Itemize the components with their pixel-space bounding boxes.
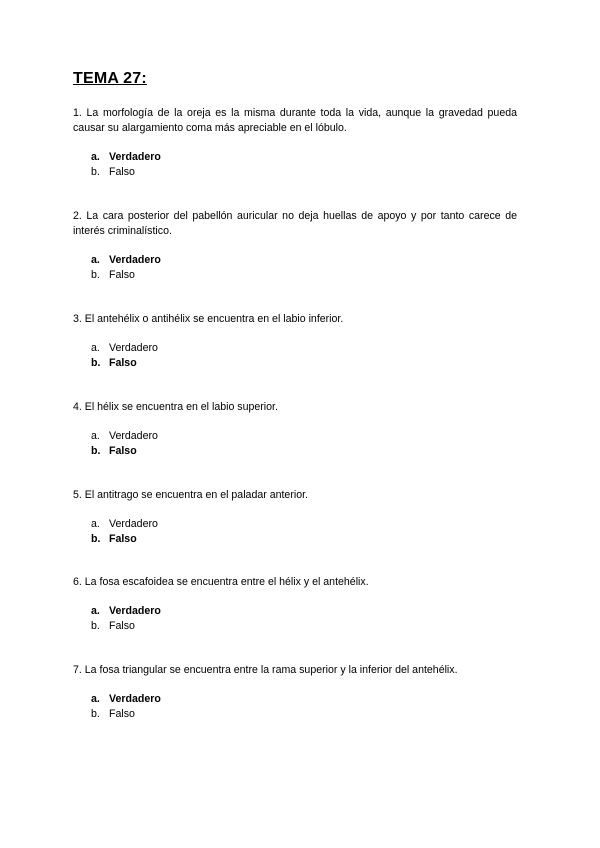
option-b: b. Falso bbox=[91, 708, 135, 720]
option-b: b. Falso bbox=[91, 357, 137, 369]
option-a: a. Verdadero bbox=[91, 254, 161, 266]
option-b: b. Falso bbox=[91, 620, 135, 632]
option-a: a. Verdadero bbox=[91, 342, 158, 354]
question-text: 6. La fosa escafoidea se encuentra entre el hélix y el antehélix. bbox=[73, 576, 369, 588]
answer-options bbox=[73, 341, 517, 371]
option-a: a. Verdadero bbox=[91, 430, 158, 442]
answer-options bbox=[73, 517, 517, 547]
option-b: b. Falso bbox=[91, 269, 135, 281]
question-3 bbox=[73, 312, 517, 371]
option-b: b. Falso bbox=[91, 166, 135, 178]
option-b: b. Falso bbox=[91, 533, 137, 545]
question-6 bbox=[73, 575, 517, 634]
question-1 bbox=[73, 106, 517, 180]
question-5 bbox=[73, 488, 517, 547]
page-title: TEMA 27: bbox=[73, 70, 147, 87]
answer-options bbox=[73, 429, 517, 459]
answer-options bbox=[73, 150, 517, 180]
question-4 bbox=[73, 400, 517, 459]
option-b: b. Falso bbox=[91, 445, 137, 457]
option-a: a. Verdadero bbox=[91, 693, 161, 705]
question-text: 4. El hélix se encuentra en el labio superior. bbox=[73, 401, 278, 413]
option-a: a. Verdadero bbox=[91, 151, 161, 163]
option-a: a. Verdadero bbox=[91, 605, 161, 617]
answer-options bbox=[73, 253, 517, 283]
option-a: a. Verdadero bbox=[91, 518, 158, 530]
question-text: 1. La morfología de la oreja es la misma durante toda la vida, aunque la gravedad pueda causar su alargamiento coma más apreciable en el lóbulo. bbox=[73, 107, 517, 134]
answer-options bbox=[73, 604, 517, 634]
question-2 bbox=[73, 209, 517, 283]
question-text: 2. La cara posterior del pabellón auricular no deja huellas de apoyo y por tanto carece de interés criminalístico. bbox=[73, 210, 517, 237]
question-text: 3. El antehélix o antihélix se encuentra en el labio inferior. bbox=[73, 313, 344, 325]
question-text: 7. La fosa triangular se encuentra entre la rama superior y la inferior del antehélix. bbox=[73, 664, 458, 676]
answer-options bbox=[73, 692, 517, 722]
question-text: 5. El antitrago se encuentra en el paladar anterior. bbox=[73, 489, 308, 501]
question-7 bbox=[73, 663, 517, 722]
